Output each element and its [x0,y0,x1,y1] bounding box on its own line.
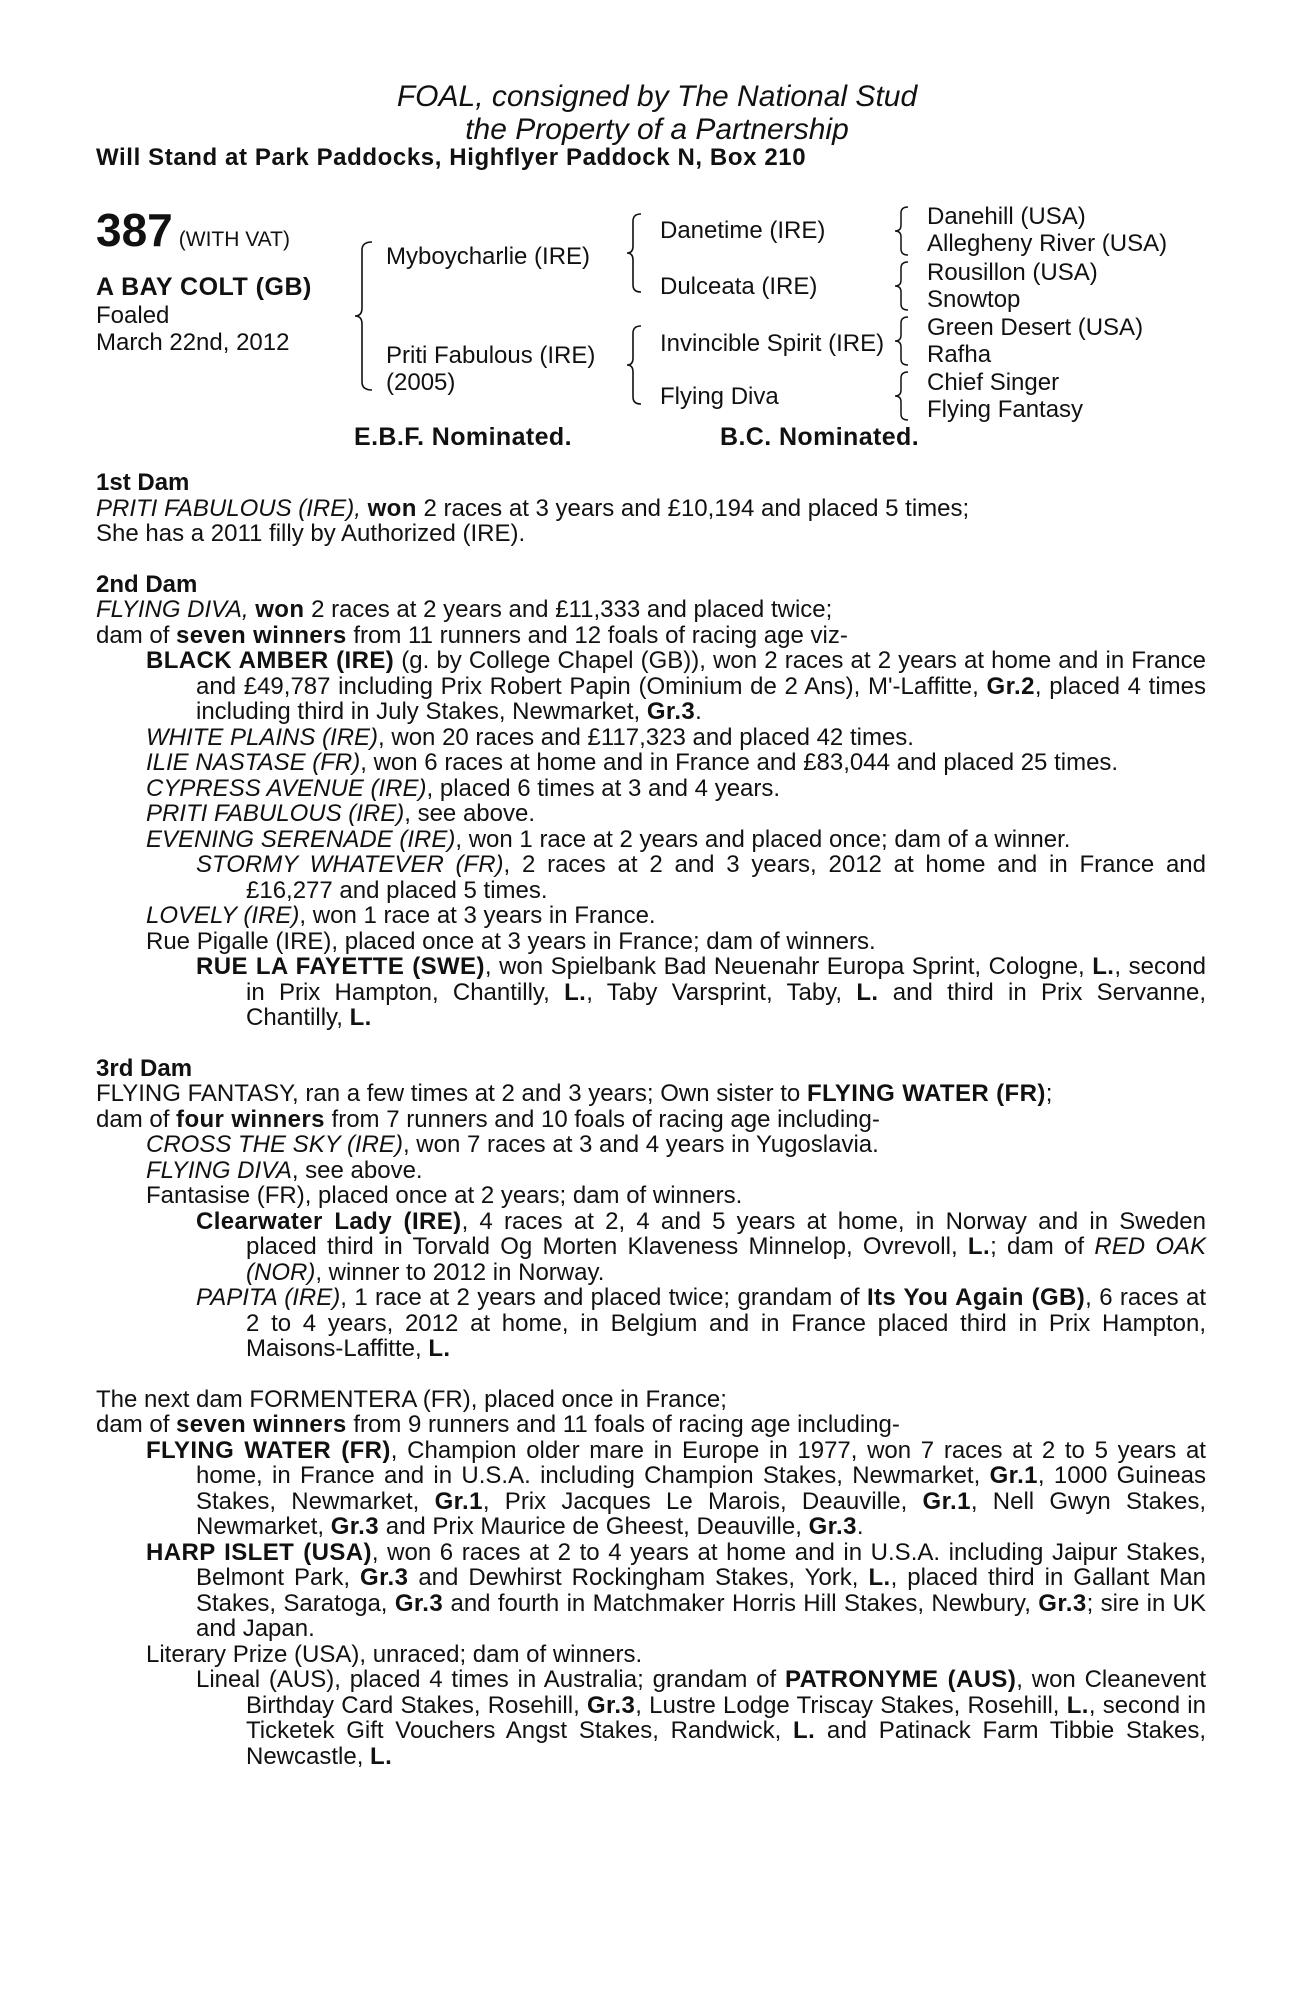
gen3-brace-3 [893,315,911,367]
list-item: BLACK AMBER (IRE) (g. by College Chapel (GB)), won 2 races at 2 years at home and in France and £49,787 including Prix Robert Papin (Ominium de 2 Ans), M'-Laffitte, Gr.2, placed 4 times including third in July Stakes, Newmarket, Gr.3. [146,647,1207,725]
third-dam-summary: dam of four winners from 7 runners and 10 foals of racing age including- [96,1105,880,1133]
dam-sire-name: Invincible Spirit (IRE) [660,330,885,357]
lot-number: 387 [96,204,173,256]
third-dam-record: FLYING FANTASY, ran a few times at 2 and 3 years; Own sister to FLYING WATER (FR); [96,1080,1053,1107]
produce-record [96,470,1206,1769]
list-item: WHITE PLAINS (IRE), won 20 races and £117,323 and placed 42 times. [146,723,914,751]
gen3-name-6: Rafha [927,341,992,368]
second-dam-summary: dam of seven winners from 11 runners and 12 foals of racing age viz- [96,621,848,649]
list-item: Lineal (AUS), placed 4 times in Australia; grandam of PATRONYME (AUS), won Cleanevent Birthday Card Stakes, Rosehill, Gr.3, Lustre Lodge Triscay Stakes, Rosehill, L., second in Ticketek Gift Vouchers Angst Stakes, Randwick, L. and Patinack Farm Tibbie Stakes, Newcastle, L. [196,1666,1207,1770]
dam-dam-name: Flying Diva [660,383,779,410]
gen3-brace-4 [893,370,911,422]
foaled-date: March 22nd, 2012 [96,329,290,356]
list-item: LOVELY (IRE), won 1 race at 3 years in France. [146,902,656,929]
list-item: Literary Prize (USA), unraced; dam of winners. [146,1640,643,1668]
sire-line-brace [625,212,645,294]
list-item: EVENING SERENADE (IRE), won 1 race at 2 years and placed once; dam of a winner. [146,825,1071,853]
list-item: PAPITA (IRE), 1 race at 2 years and placed twice; grandam of Its You Again (GB), 6 races at 2 to 4 years, 2012 at home, in Belgium and in France placed third in Prix Hampton, Maisons-Laffitte, L. [196,1284,1206,1362]
ebf-nominated: E.B.F. Nominated. [354,423,572,451]
first-dam-record: PRITI FABULOUS (IRE), won 2 races at 3 years and £10,194 and placed 5 times; [96,494,970,522]
second-dam-heading: 2nd Dam [96,570,198,598]
sire-name: Myboycharlie (IRE) [386,243,591,270]
list-item: Fantasise (FR), placed once at 2 years; dam of winners. [146,1182,743,1209]
gen3-name-7: Chief Singer [927,369,1060,396]
gen3-name-1: Danehill (USA) [927,203,1086,230]
next-dam-record: The next dam FORMENTERA (FR), placed once in France; [96,1385,727,1413]
list-item: FLYING DIVA, see above. [146,1156,423,1184]
dam-name: Priti Fabulous (IRE) [386,342,596,369]
list-item: Clearwater Lady (IRE), 4 races at 2, 4 and 5 years at home, in Norway and in Sweden placed third in Torvald Og Morten Klaveness Minnelop, Ovrevoll, L.; dam of RED OAK (NOR), winner to 2012 in Norway. [196,1207,1207,1286]
list-item: Rue Pigalle (IRE), placed once at 3 years in France; dam of winners. [146,927,876,955]
list-item: PRITI FABULOUS (IRE), see above. [146,800,536,827]
first-dam-heading: 1st Dam [96,469,190,496]
foaled-label: Foaled [96,302,170,329]
consignor-line: FOAL, consigned by The National Stud [396,80,918,113]
lot-title: A BAY COLT (GB) [96,273,312,301]
list-item: HARP ISLET (USA), won 6 races at 2 to 4 years at home and in U.S.A. including Jaipur Stakes, Belmont Park, Gr.3 and Dewhirst Rockingham Stakes, York, L., placed third in Gallant Man Stakes, Saratoga, Gr.3 and fourth in Matchmaker Horris Hill Stakes, Newbury, Gr.3; sire in UK and Japan. [146,1538,1206,1642]
sire-sire-name: Danetime (IRE) [660,217,826,244]
vat-note: (WITH VAT) [178,228,290,251]
second-dam-record: FLYING DIVA, won 2 races at 2 years and £11,333 and placed twice; [96,596,833,623]
gen3-brace-2 [893,260,911,312]
first-dam-produce: She has a 2011 filly by Authorized (IRE). [96,520,526,547]
lot-number-block [96,205,290,255]
sire-dam-name: Dulceata (IRE) [660,273,818,300]
third-dam-heading: 3rd Dam [96,1054,193,1082]
list-item: RUE LA FAYETTE (SWE), won Spielbank Bad Neuenahr Europa Sprint, Cologne, L., second in Prix Hampton, Chantilly, L., Taby Varsprint, Taby, L. and third in Prix Servanne, Chantilly, L. [196,953,1207,1031]
gen3-name-4: Snowtop [927,286,1021,313]
list-item: ILIE NASTASE (FR), won 6 races at home and in France and £83,044 and placed 25 times. [146,749,1119,776]
gen3-name-5: Green Desert (USA) [927,314,1144,341]
bc-nominated: B.C. Nominated. [720,423,920,451]
gen3-name-2: Allegheny River (USA) [927,230,1168,257]
gen3-name-3: Rousillon (USA) [927,259,1098,286]
list-item: CROSS THE SKY (IRE), won 7 races at 3 and 4 years in Yugoslavia. [146,1131,879,1158]
foaled-info [96,302,289,356]
list-item: STORMY WHATEVER (FR), 2 races at 2 and 3 years, 2012 at home and in France and £16,277 and placed 5 times. [196,851,1206,904]
dam-year: (2005) [386,369,456,396]
list-item: FLYING WATER (FR), Champion older mare in Europe in 1977, won 7 races at 2 to 5 years at home, in France and in U.S.A. including Champion Stakes, Newmarket, Gr.1, 1000 Guineas Stakes, Newmarket, Gr.1, Prix Jacques Le Marois, Deauville, Gr.1, Nell Gwyn Stakes, Newmarket, Gr.3 and Prix Maurice de Gheest, Deauville, Gr.3. [146,1436,1207,1540]
list-item: CYPRESS AVENUE (IRE), placed 6 times at 3 and 4 years. [146,774,781,802]
property-line: the Property of a Partnership [465,113,849,146]
sire-dam-brace [352,240,376,392]
dam-line-brace [625,324,645,406]
gen3-name-8: Flying Fantasy [927,396,1084,423]
next-dam-summary: dam of seven winners from 9 runners and 11 foals of racing age including- [96,1411,900,1438]
stand-location: Will Stand at Park Paddocks, Highflyer Paddock N, Box 210 [96,144,807,171]
gen3-brace-1 [893,205,911,257]
